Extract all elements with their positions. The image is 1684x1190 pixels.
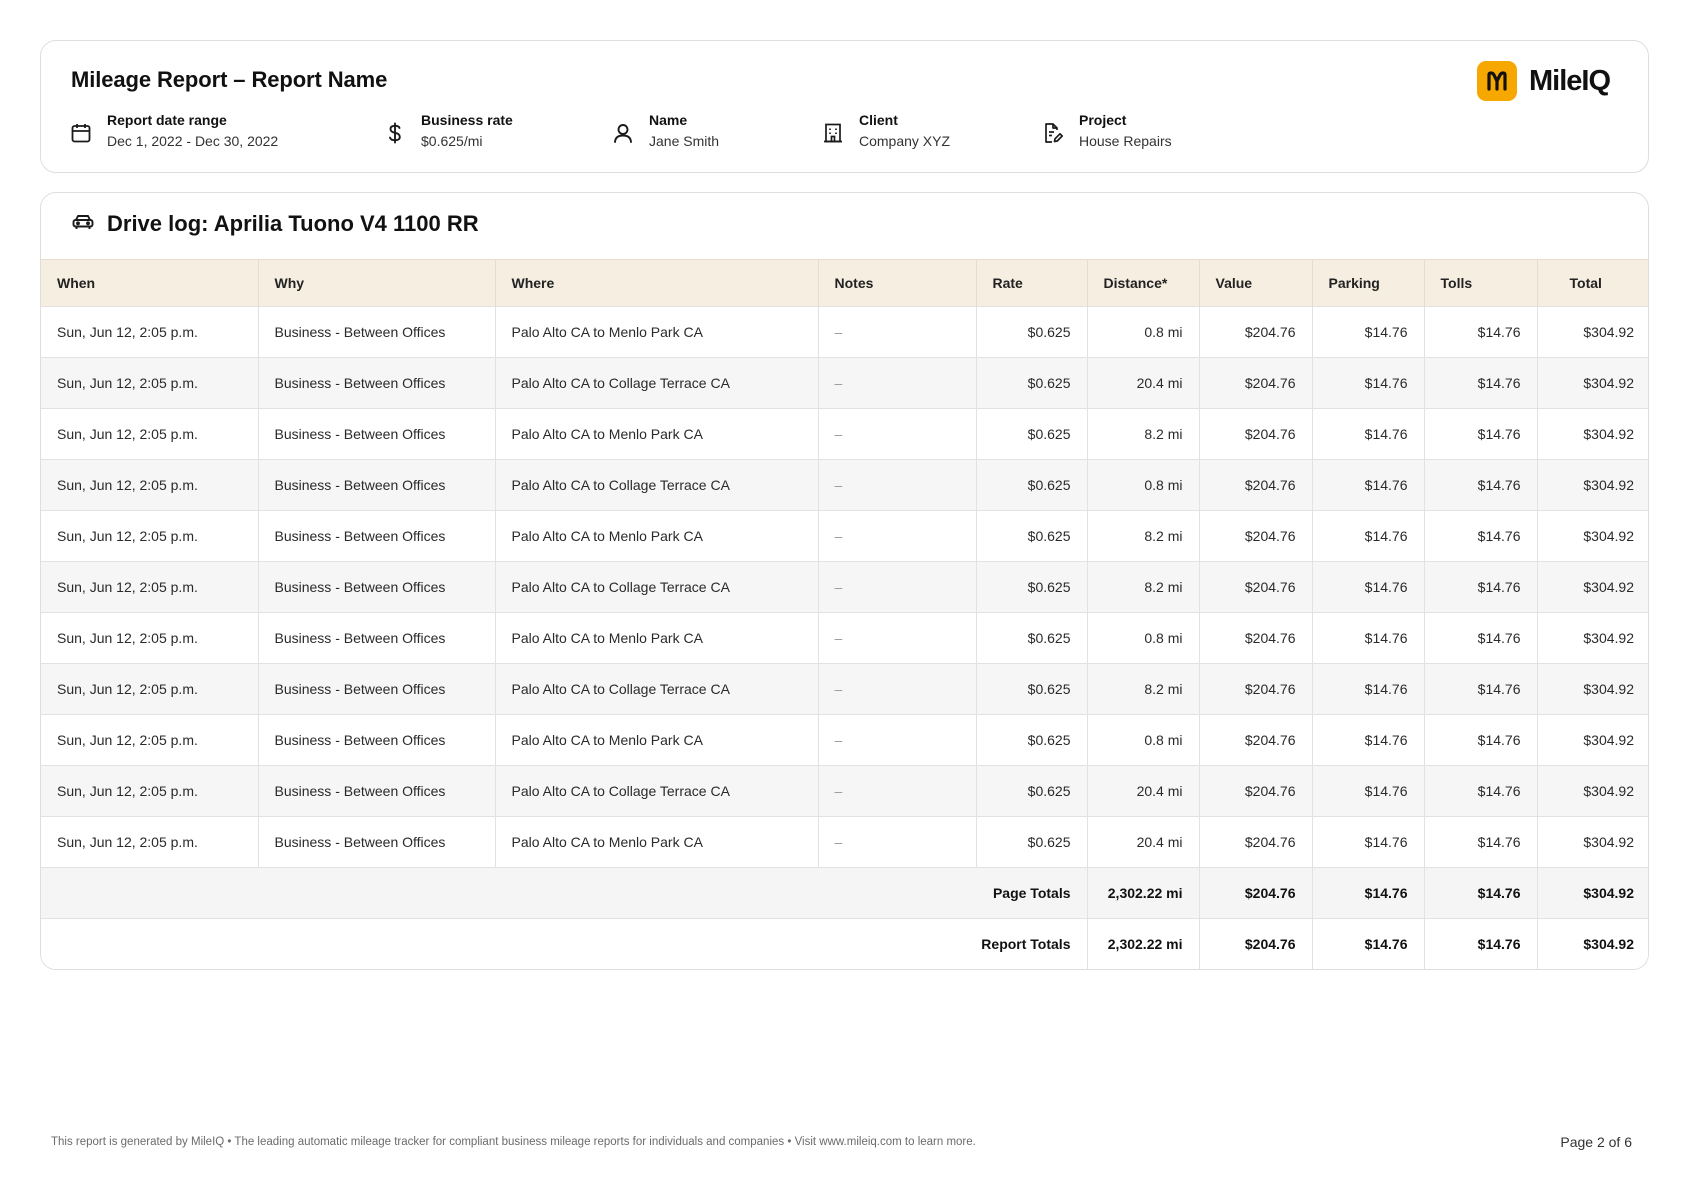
- table-row: [41, 511, 1649, 562]
- column-header-total[interactable]: Total: [1537, 260, 1649, 307]
- column-header-notes[interactable]: Notes: [818, 260, 976, 307]
- page-totals-label: Page Totals: [41, 868, 1087, 919]
- brand-name: MileIQ: [1528, 64, 1610, 97]
- cell-why: Business - Between Offices: [258, 766, 495, 817]
- page-totals-tolls: $14.76: [1424, 868, 1537, 919]
- cell-parking: $14.76: [1312, 358, 1424, 409]
- cell-where: Palo Alto CA to Collage Terrace CA: [495, 562, 818, 613]
- cell-value: $204.76: [1199, 817, 1312, 868]
- report-totals-total: $304.92: [1537, 919, 1649, 970]
- cell-notes: –: [818, 664, 976, 715]
- table-row: [41, 817, 1649, 868]
- person-icon: [611, 121, 635, 145]
- cell-distance: 8.2 mi: [1087, 562, 1199, 613]
- table-row: [41, 358, 1649, 409]
- meta-label: Project: [1079, 112, 1127, 128]
- cell-total: $304.92: [1537, 460, 1649, 511]
- cell-why: Business - Between Offices: [258, 358, 495, 409]
- cell-where: Palo Alto CA to Menlo Park CA: [495, 409, 818, 460]
- cell-rate: $0.625: [976, 664, 1087, 715]
- cell-tolls: $14.76: [1424, 460, 1537, 511]
- column-header-tolls[interactable]: Tolls: [1424, 260, 1537, 307]
- cell-notes: –: [818, 511, 976, 562]
- cell-rate: $0.625: [976, 715, 1087, 766]
- cell-total: $304.92: [1537, 307, 1649, 358]
- cell-when: Sun, Jun 12, 2:05 p.m.: [41, 307, 258, 358]
- cell-where: Palo Alto CA to Menlo Park CA: [495, 817, 818, 868]
- cell-parking: $14.76: [1312, 715, 1424, 766]
- meta-value: House Repairs: [1079, 133, 1172, 149]
- cell-value: $204.76: [1199, 358, 1312, 409]
- cell-why: Business - Between Offices: [258, 817, 495, 868]
- cell-where: Palo Alto CA to Menlo Park CA: [495, 613, 818, 664]
- cell-notes: –: [818, 460, 976, 511]
- cell-notes: –: [818, 409, 976, 460]
- car-icon: [71, 212, 95, 237]
- cell-why: Business - Between Offices: [258, 664, 495, 715]
- page-totals-row: [41, 868, 1649, 919]
- meta-name: [611, 111, 719, 152]
- table-row: [41, 664, 1649, 715]
- cell-when: Sun, Jun 12, 2:05 p.m.: [41, 664, 258, 715]
- meta-report-date-range: [69, 111, 278, 152]
- meta-business-rate: [383, 111, 513, 152]
- page-totals-total: $304.92: [1537, 868, 1649, 919]
- cell-why: Business - Between Offices: [258, 715, 495, 766]
- cell-total: $304.92: [1537, 766, 1649, 817]
- cell-distance: 0.8 mi: [1087, 460, 1199, 511]
- cell-where: Palo Alto CA to Menlo Park CA: [495, 511, 818, 562]
- cell-when: Sun, Jun 12, 2:05 p.m.: [41, 460, 258, 511]
- cell-rate: $0.625: [976, 358, 1087, 409]
- cell-distance: 20.4 mi: [1087, 817, 1199, 868]
- report-title: Mileage Report – Report Name: [71, 67, 388, 92]
- cell-distance: 20.4 mi: [1087, 766, 1199, 817]
- cell-tolls: $14.76: [1424, 562, 1537, 613]
- cell-why: Business - Between Offices: [258, 511, 495, 562]
- table-row: [41, 409, 1649, 460]
- drive-log-table: [41, 259, 1649, 970]
- cell-parking: $14.76: [1312, 460, 1424, 511]
- drive-log-title: Drive log: Aprilia Tuono V4 1100 RR: [107, 211, 479, 236]
- cell-total: $304.92: [1537, 409, 1649, 460]
- cell-when: Sun, Jun 12, 2:05 p.m.: [41, 409, 258, 460]
- cell-rate: $0.625: [976, 511, 1087, 562]
- cell-tolls: $14.76: [1424, 358, 1537, 409]
- cell-parking: $14.76: [1312, 664, 1424, 715]
- cell-notes: –: [818, 358, 976, 409]
- cell-notes: –: [818, 766, 976, 817]
- meta-label: Client: [859, 112, 898, 128]
- cell-rate: $0.625: [976, 766, 1087, 817]
- meta-project: [1041, 111, 1172, 152]
- cell-value: $204.76: [1199, 460, 1312, 511]
- cell-where: Palo Alto CA to Menlo Park CA: [495, 307, 818, 358]
- footer-note: This report is generated by MileIQ • The leading automatic mileage tracker for compliant business mileage reports for individuals and companies • Visit www.mileiq.com to learn more.: [51, 1136, 976, 1148]
- cell-value: $204.76: [1199, 562, 1312, 613]
- cell-rate: $0.625: [976, 817, 1087, 868]
- cell-distance: 8.2 mi: [1087, 664, 1199, 715]
- cell-value: $204.76: [1199, 766, 1312, 817]
- cell-why: Business - Between Offices: [258, 460, 495, 511]
- column-header-rate[interactable]: Rate: [976, 260, 1087, 307]
- cell-tolls: $14.76: [1424, 817, 1537, 868]
- cell-when: Sun, Jun 12, 2:05 p.m.: [41, 817, 258, 868]
- cell-when: Sun, Jun 12, 2:05 p.m.: [41, 715, 258, 766]
- cell-parking: $14.76: [1312, 766, 1424, 817]
- cell-parking: $14.76: [1312, 613, 1424, 664]
- page-number: Page 2 of 6: [1560, 1134, 1632, 1150]
- cell-tolls: $14.76: [1424, 766, 1537, 817]
- cell-tolls: $14.76: [1424, 613, 1537, 664]
- meta-value: Company XYZ: [859, 133, 951, 149]
- page-totals-parking: $14.76: [1312, 868, 1424, 919]
- cell-total: $304.92: [1537, 511, 1649, 562]
- cell-total: $304.92: [1537, 358, 1649, 409]
- cell-rate: $0.625: [976, 307, 1087, 358]
- cell-where: Palo Alto CA to Collage Terrace CA: [495, 664, 818, 715]
- column-header-value[interactable]: Value: [1199, 260, 1312, 307]
- document-edit-icon: [1041, 121, 1065, 145]
- cell-when: Sun, Jun 12, 2:05 p.m.: [41, 766, 258, 817]
- cell-notes: –: [818, 562, 976, 613]
- drive-log-card: [40, 192, 1649, 970]
- table-row: [41, 460, 1649, 511]
- cell-notes: –: [818, 715, 976, 766]
- meta-label: Business rate: [421, 112, 513, 128]
- meta-client: [821, 111, 950, 152]
- table-row: [41, 562, 1649, 613]
- report-header-card: [40, 40, 1649, 173]
- cell-distance: 20.4 mi: [1087, 358, 1199, 409]
- cell-when: Sun, Jun 12, 2:05 p.m.: [41, 511, 258, 562]
- cell-where: Palo Alto CA to Collage Terrace CA: [495, 766, 818, 817]
- report-totals-tolls: $14.76: [1424, 919, 1537, 970]
- meta-value: Jane Smith: [649, 133, 720, 149]
- cell-value: $204.76: [1199, 613, 1312, 664]
- table-header-row: [41, 260, 1649, 307]
- cell-tolls: $14.76: [1424, 307, 1537, 358]
- meta-label: Report date range: [107, 112, 227, 128]
- cell-when: Sun, Jun 12, 2:05 p.m.: [41, 562, 258, 613]
- cell-value: $204.76: [1199, 307, 1312, 358]
- cell-distance: 0.8 mi: [1087, 307, 1199, 358]
- cell-where: Palo Alto CA to Collage Terrace CA: [495, 460, 818, 511]
- meta-label: Name: [649, 112, 688, 128]
- cell-value: $204.76: [1199, 511, 1312, 562]
- cell-value: $204.76: [1199, 664, 1312, 715]
- cell-total: $304.92: [1537, 562, 1649, 613]
- table-row: [41, 307, 1649, 358]
- cell-rate: $0.625: [976, 460, 1087, 511]
- column-header-where[interactable]: Where: [495, 260, 818, 307]
- report-totals-row: [41, 919, 1649, 970]
- report-totals-label: Report Totals: [41, 919, 1087, 970]
- cell-distance: 0.8 mi: [1087, 613, 1199, 664]
- cell-parking: $14.76: [1312, 307, 1424, 358]
- page-totals-distance: 2,302.22 mi: [1087, 868, 1199, 919]
- cell-distance: 0.8 mi: [1087, 715, 1199, 766]
- cell-rate: $0.625: [976, 613, 1087, 664]
- cell-total: $304.92: [1537, 664, 1649, 715]
- meta-value: Dec 1, 2022 - Dec 30, 2022: [107, 133, 279, 149]
- report-totals-parking: $14.76: [1312, 919, 1424, 970]
- table-row: [41, 766, 1649, 817]
- cell-total: $304.92: [1537, 613, 1649, 664]
- report-totals-distance: 2,302.22 mi: [1087, 919, 1199, 970]
- column-header-when[interactable]: When: [41, 260, 258, 307]
- cell-tolls: $14.76: [1424, 511, 1537, 562]
- cell-notes: –: [818, 613, 976, 664]
- table-row: [41, 715, 1649, 766]
- cell-parking: $14.76: [1312, 409, 1424, 460]
- calendar-icon: [69, 121, 93, 145]
- cell-distance: 8.2 mi: [1087, 511, 1199, 562]
- dollar-icon: [383, 121, 407, 145]
- cell-where: Palo Alto CA to Collage Terrace CA: [495, 358, 818, 409]
- cell-where: Palo Alto CA to Menlo Park CA: [495, 715, 818, 766]
- column-header-distance[interactable]: Distance*: [1087, 260, 1199, 307]
- mileiq-logo: [1477, 61, 1610, 101]
- mileiq-logo-icon: [1477, 61, 1517, 101]
- cell-why: Business - Between Offices: [258, 409, 495, 460]
- cell-rate: $0.625: [976, 562, 1087, 613]
- cell-why: Business - Between Offices: [258, 307, 495, 358]
- building-icon: [821, 121, 845, 145]
- page-totals-value: $204.76: [1199, 868, 1312, 919]
- report-totals-value: $204.76: [1199, 919, 1312, 970]
- meta-value: $0.625/mi: [421, 133, 483, 149]
- cell-rate: $0.625: [976, 409, 1087, 460]
- cell-when: Sun, Jun 12, 2:05 p.m.: [41, 358, 258, 409]
- cell-why: Business - Between Offices: [258, 613, 495, 664]
- cell-tolls: $14.76: [1424, 409, 1537, 460]
- cell-notes: –: [818, 817, 976, 868]
- cell-parking: $14.76: [1312, 511, 1424, 562]
- cell-parking: $14.76: [1312, 562, 1424, 613]
- cell-total: $304.92: [1537, 817, 1649, 868]
- column-header-parking[interactable]: Parking: [1312, 260, 1424, 307]
- cell-tolls: $14.76: [1424, 715, 1537, 766]
- cell-why: Business - Between Offices: [258, 562, 495, 613]
- cell-tolls: $14.76: [1424, 664, 1537, 715]
- cell-value: $204.76: [1199, 409, 1312, 460]
- cell-parking: $14.76: [1312, 817, 1424, 868]
- cell-total: $304.92: [1537, 715, 1649, 766]
- cell-value: $204.76: [1199, 715, 1312, 766]
- drive-log-header: [71, 211, 479, 237]
- cell-notes: –: [818, 307, 976, 358]
- cell-when: Sun, Jun 12, 2:05 p.m.: [41, 613, 258, 664]
- cell-distance: 8.2 mi: [1087, 409, 1199, 460]
- table-row: [41, 613, 1649, 664]
- column-header-why[interactable]: Why: [258, 260, 495, 307]
